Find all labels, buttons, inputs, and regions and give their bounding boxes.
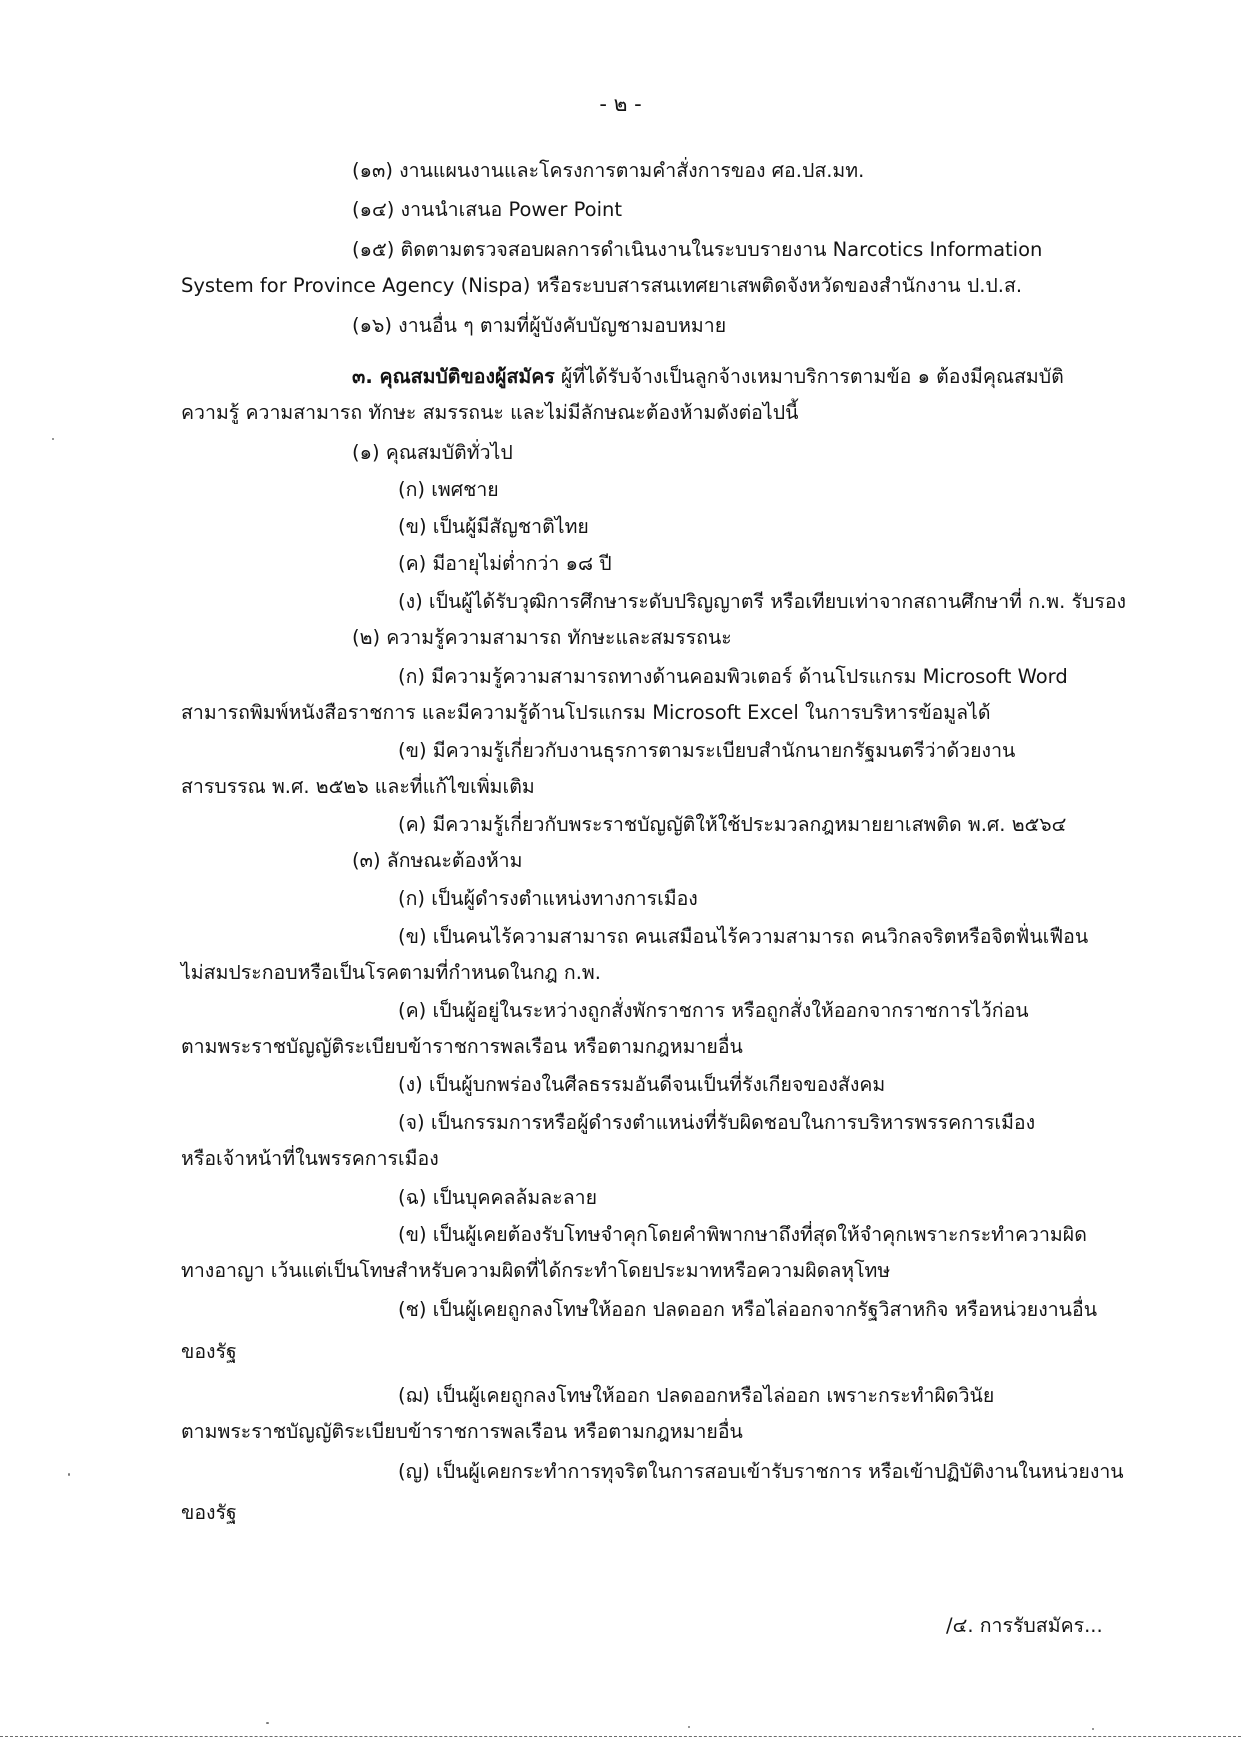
prohibited-item-g-cont: ทางอาญา เว้นแต่เป็นโทษสำหรับความผิดที่ได้กระทำโดยประมาทหรือความผิดลหุโทษ bbox=[181, 1259, 891, 1282]
knowledge-item-a: (ก) มีความรู้ความสามารถทางด้านคอมพิวเตอร์ ด้านโปรแกรม Microsoft Word bbox=[398, 665, 1068, 688]
knowledge-item-a-cont: สามารถพิมพ์หนังสือราชการ และมีความรู้ด้านโปรแกรม Microsoft Excel ในการบริหารข้อมูลได้ bbox=[181, 701, 991, 724]
general-item-d: (ง) เป็นผู้ได้รับวุฒิการศึกษาระดับปริญญาตรี หรือเทียบเท่าจากสถานศึกษาที่ ก.พ. รับรอง bbox=[398, 590, 1127, 613]
general-qualifications-title: (๑) คุณสมบัติทั่วไป bbox=[352, 441, 513, 464]
knowledge-item-b-cont: สารบรรณ พ.ศ. ๒๕๒๖ และที่แก้ไขเพิ่มเติม bbox=[181, 775, 535, 798]
prohibited-item-e: (จ) เป็นกรรมการหรือผู้ดำรงตำแหน่งที่รับผิดชอบในการบริหารพรรคการเมือง bbox=[398, 1111, 1036, 1134]
duty-item-13: (๑๓) งานแผนงานและโครงการตามคำสั่งการของ ศอ.ปส.มท. bbox=[352, 159, 865, 182]
scan-speck bbox=[52, 438, 54, 440]
general-item-a: (ก) เพศชาย bbox=[398, 478, 499, 501]
knowledge-title: (๒) ความรู้ความสามารถ ทักษะและสมรรถนะ bbox=[352, 626, 732, 649]
duty-item-15: (๑๕) ติดตามตรวจสอบผลการดำเนินงานในระบบรายงาน Narcotics Information bbox=[352, 238, 1043, 261]
scan-edge-line bbox=[0, 1736, 1241, 1737]
duty-item-16: (๑๖) งานอื่น ๆ ตามที่ผู้บังคับบัญชามอบหมาย bbox=[352, 314, 727, 337]
prohibited-item-i-cont: ตามพระราชบัญญัติระเบียบข้าราชการพลเรือน หรือตามกฎหมายอื่น bbox=[181, 1420, 743, 1443]
prohibited-item-d: (ง) เป็นผู้บกพร่องในศีลธรรมอันดีจนเป็นที่รังเกียจของสังคม bbox=[398, 1073, 886, 1096]
page-number: - ๒ - bbox=[599, 92, 642, 116]
prohibited-item-j-cont: ของรัฐ bbox=[181, 1501, 237, 1524]
prohibited-item-i: (ฌ) เป็นผู้เคยถูกลงโทษให้ออก ปลดออกหรือไล่ออก เพราะกระทำผิดวินัย bbox=[398, 1384, 995, 1407]
general-item-b: (ข) เป็นผู้มีสัญชาติไทย bbox=[398, 515, 589, 538]
knowledge-item-b: (ข) มีความรู้เกี่ยวกับงานธุรการตามระเบียบสำนักนายกรัฐมนตรีว่าด้วยงาน bbox=[398, 739, 1016, 762]
continuation-note: /๔. การรับสมัคร... bbox=[946, 1614, 1103, 1637]
prohibited-item-b-cont: ไม่สมประกอบหรือเป็นโรคตามที่กำหนดในกฎ ก.พ. bbox=[181, 961, 601, 984]
section3-intro-text: ผู้ที่ได้รับจ้างเป็นลูกจ้างเหมาบริการตามข้อ ๑ ต้องมีคุณสมบัติ bbox=[554, 365, 1064, 388]
section3-heading: ๓. คุณสมบัติของผู้สมัคร bbox=[352, 365, 555, 388]
prohibited-item-c-cont: ตามพระราชบัญญัติระเบียบข้าราชการพลเรือน หรือตามกฎหมายอื่น bbox=[181, 1035, 743, 1058]
prohibited-item-b: (ข) เป็นคนไร้ความสามารถ คนเสมือนไร้ความสามารถ คนวิกลจริตหรือจิตฟั่นเฟือน bbox=[398, 925, 1089, 948]
duty-item-15-cont: System for Province Agency (Nispa) หรือระบบสารสนเทศยาเสพติดจังหวัดของสำนักงาน ป.ป.ส. bbox=[181, 274, 1023, 297]
prohibited-item-e-cont: หรือเจ้าหน้าที่ในพรรคการเมือง bbox=[181, 1147, 439, 1170]
scan-speck bbox=[688, 1726, 690, 1728]
prohibited-item-j: (ญ) เป็นผู้เคยกระทำการทุจริตในการสอบเข้ารับราชการ หรือเข้าปฏิบัติงานในหน่วยงาน bbox=[398, 1460, 1124, 1483]
prohibited-item-g: (ข) เป็นผู้เคยต้องรับโทษจำคุกโดยคำพิพากษาถึงที่สุดให้จำคุกเพราะกระทำความผิด bbox=[398, 1223, 1087, 1246]
prohibited-item-h-cont: ของรัฐ bbox=[181, 1340, 237, 1363]
general-item-c: (ค) มีอายุไม่ต่ำกว่า ๑๘ ปี bbox=[398, 552, 612, 575]
scan-speck bbox=[68, 1473, 70, 1476]
knowledge-item-c: (ค) มีความรู้เกี่ยวกับพระราชบัญญัติให้ใช้ประมวลกฎหมายยาเสพติด พ.ศ. ๒๕๖๔ bbox=[398, 813, 1067, 836]
duty-item-14: (๑๔) งานนำเสนอ Power Point bbox=[352, 198, 623, 221]
prohibited-item-f: (ฉ) เป็นบุคคลล้มละลาย bbox=[398, 1186, 598, 1209]
scan-speck bbox=[1092, 1728, 1094, 1730]
section3-intro bbox=[352, 364, 1064, 390]
prohibited-title: (๓) ลักษณะต้องห้าม bbox=[352, 849, 523, 872]
section3-intro-cont: ความรู้ ความสามารถ ทักษะ สมรรถนะ และไม่มีลักษณะต้องห้ามดังต่อไปนี้ bbox=[181, 401, 799, 424]
prohibited-item-h: (ช) เป็นผู้เคยถูกลงโทษให้ออก ปลดออก หรือไล่ออกจากรัฐวิสาหกิจ หรือหน่วยงานอื่น bbox=[398, 1298, 1098, 1321]
prohibited-item-c: (ค) เป็นผู้อยู่ในระหว่างถูกสั่งพักราชการ หรือถูกสั่งให้ออกจากราชการไว้ก่อน bbox=[398, 999, 1029, 1022]
prohibited-item-a: (ก) เป็นผู้ดำรงตำแหน่งทางการเมือง bbox=[398, 887, 698, 910]
scan-speck bbox=[266, 1722, 269, 1724]
